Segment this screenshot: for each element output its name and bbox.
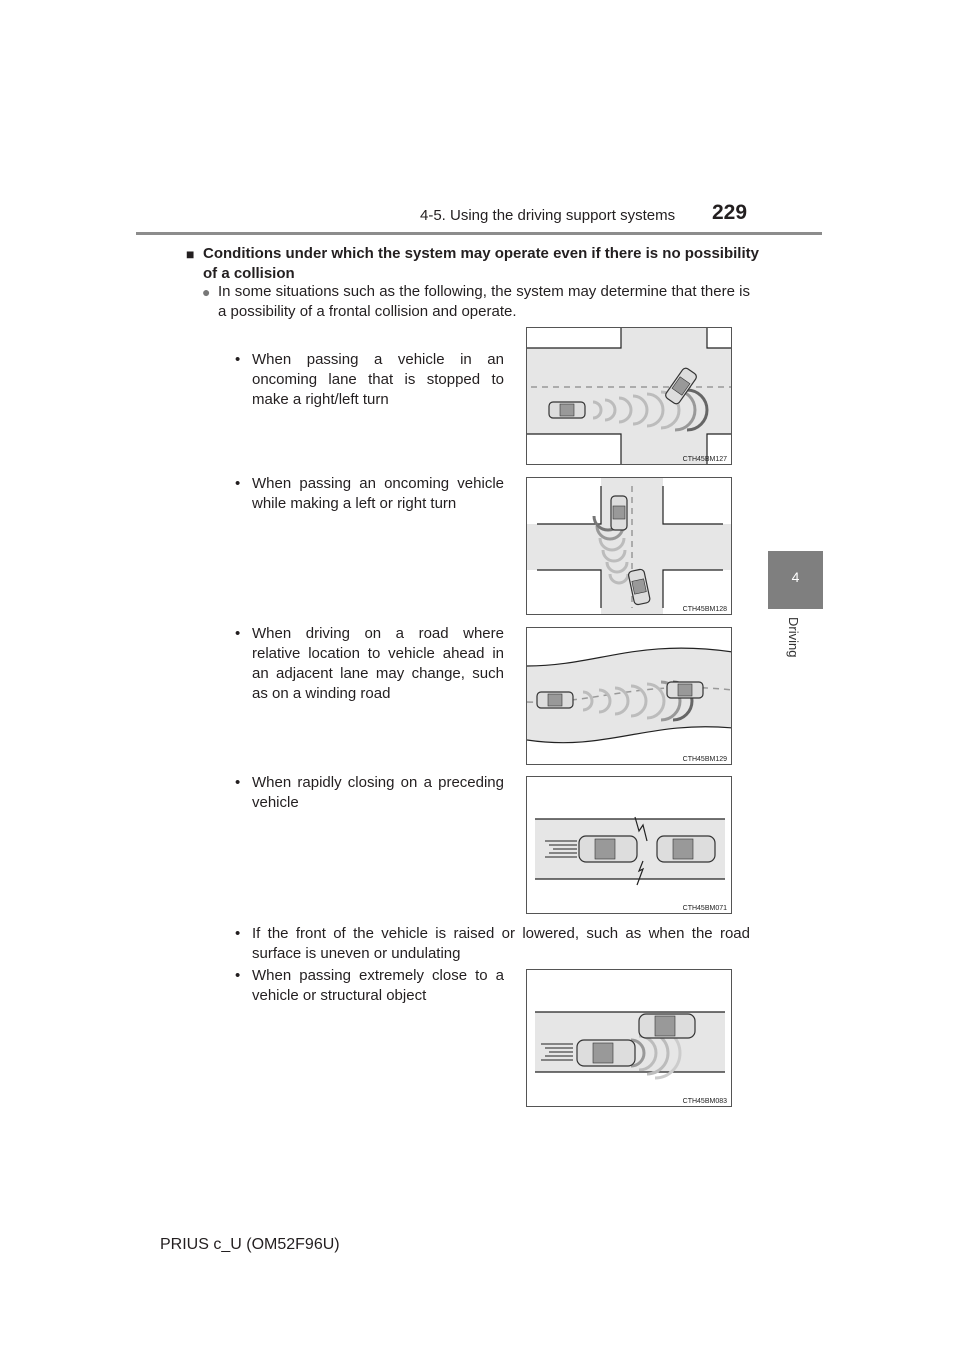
list-item-text: If the front of the vehicle is raised or lowered, such as when the road surface is uneven or undulating: [252, 925, 750, 962]
figure-rapid-closing: [526, 776, 732, 914]
passing-close-illustration: [527, 970, 732, 1107]
list-item: [235, 924, 750, 964]
list-item: [235, 773, 504, 813]
figure-code: CTH45BM071: [682, 905, 727, 912]
section-heading-text: Conditions under which the system may operate even if there is no possibility of a collision: [203, 245, 759, 282]
list-item-text: When passing an oncoming vehicle while making a left or right turn: [252, 475, 504, 512]
footer-model: PRIUS c_U (OM52F96U): [160, 1236, 340, 1253]
section-heading: [186, 244, 763, 284]
list-item: [235, 474, 504, 514]
list-item-text: When rapidly closing on a preceding vehicle: [252, 774, 504, 811]
turning-oncoming-illustration: [527, 478, 732, 615]
dot-bullet-icon: •: [235, 774, 241, 791]
dot-bullet-icon: •: [235, 967, 241, 984]
list-item-text: When driving on a road where relative location to vehicle ahead in an adjacent lane may change, such as on a winding road: [252, 625, 504, 702]
winding-road-illustration: [527, 628, 732, 765]
intro-text: In some situations such as the following, the system may determine that there is a possibility of a frontal collision and operate.: [218, 283, 750, 320]
dot-bullet-icon: •: [235, 925, 241, 942]
figure-code: CTH45BM129: [682, 756, 727, 763]
figure-code: CTH45BM127: [682, 456, 727, 463]
oncoming-turn-illustration: [527, 328, 732, 465]
chapter-tab: [768, 551, 823, 609]
section-header-title: 4-5. Using the driving support systems: [420, 207, 676, 224]
list-item-text: When passing a vehicle in an oncoming lane that is stopped to make a right/left turn: [252, 351, 504, 408]
dot-bullet-icon: •: [235, 475, 241, 492]
figure-code: CTH45BM083: [682, 1098, 727, 1105]
rapid-closing-illustration: [527, 777, 732, 914]
figure-winding-road: [526, 627, 732, 765]
list-item: [235, 624, 504, 704]
list-item: [235, 350, 504, 410]
page-number: 229: [712, 201, 748, 224]
dot-bullet-icon: •: [235, 351, 241, 368]
header-divider: [136, 232, 822, 235]
figure-oncoming-turn: [526, 327, 732, 465]
figure-passing-close: [526, 969, 732, 1107]
circle-bullet-icon: ●: [202, 284, 211, 300]
square-bullet-icon: ■: [186, 246, 195, 262]
chapter-number: 4: [791, 569, 800, 585]
list-item-text: When passing extremely close to a vehicle or structural object: [252, 967, 504, 1004]
dot-bullet-icon: •: [235, 625, 241, 642]
figure-turning-oncoming: [526, 477, 732, 615]
chapter-label: Driving: [786, 617, 801, 658]
figure-code: CTH45BM128: [682, 606, 727, 613]
intro-paragraph: [202, 282, 750, 322]
list-item: [235, 966, 504, 1006]
